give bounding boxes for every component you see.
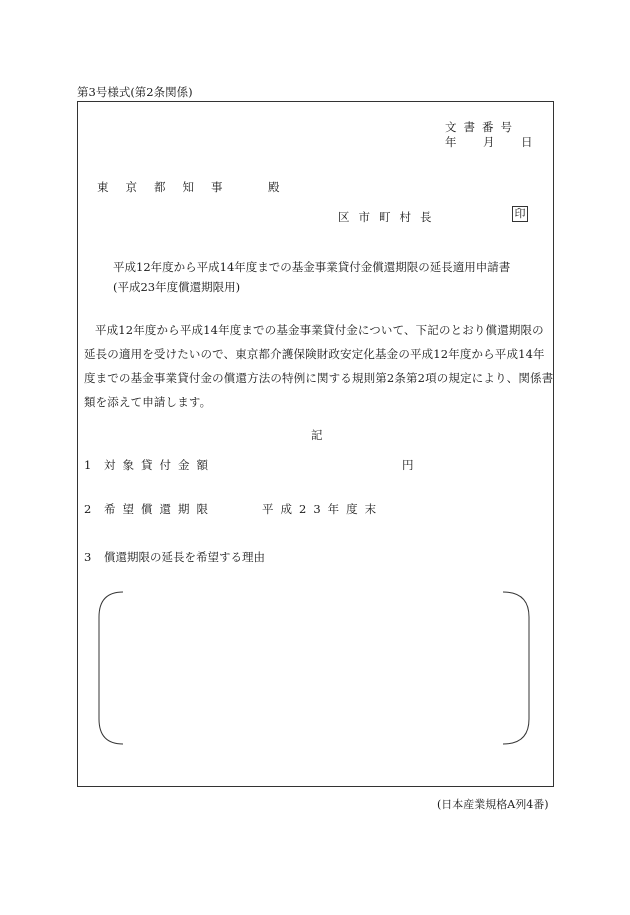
paper-size-note: (日本産業規格A列4番)	[437, 798, 549, 811]
document-number-label: 文書番号	[445, 120, 519, 134]
deadline-value: 平成23年度末	[262, 502, 384, 516]
item-label: 償還期限の延長を希望する理由	[104, 550, 265, 564]
seal-mark: 印	[512, 206, 528, 222]
form-label: 第3号様式(第2条関係)	[77, 85, 193, 99]
item-number: 2	[84, 502, 92, 516]
date-month-label: 月	[483, 135, 495, 149]
item-label: 対象貸付金額	[104, 458, 215, 472]
reason-bracket-left	[97, 591, 127, 745]
document-subtitle: (平成23年度償還期限用)	[113, 280, 241, 294]
ki-heading: 記	[311, 428, 323, 442]
form-frame	[77, 101, 554, 787]
yen-unit: 円	[402, 458, 414, 472]
item-loan-amount	[84, 457, 215, 473]
document-title: 平成12年度から平成14年度までの基金事業貸付金償還期限の延長適用申請書	[113, 260, 511, 274]
body-paragraph: 平成12年度から平成14年度までの基金事業貸付金について、下記のとおり償還期限の延長の適用を受けたいので、東京都介護保険財政安定化基金の平成12年度から平成14年度までの基金事業貸付金の償還方法の特例に関する規則第2条第2項の規定により、関係書類を添えて申請します。	[84, 323, 554, 409]
item-desired-deadline	[84, 501, 215, 517]
addressee: 東京都知事 殿	[97, 180, 297, 194]
item-reason	[84, 549, 265, 565]
date-year-label: 年	[445, 135, 457, 149]
item-number: 1	[84, 458, 92, 472]
item-label: 希望償還期限	[104, 502, 215, 516]
date-line	[445, 134, 533, 150]
item-number: 3	[84, 550, 92, 564]
date-day-label: 日	[521, 135, 533, 149]
reason-bracket-right	[501, 591, 531, 745]
sender-title: 区市町村長	[338, 210, 441, 224]
